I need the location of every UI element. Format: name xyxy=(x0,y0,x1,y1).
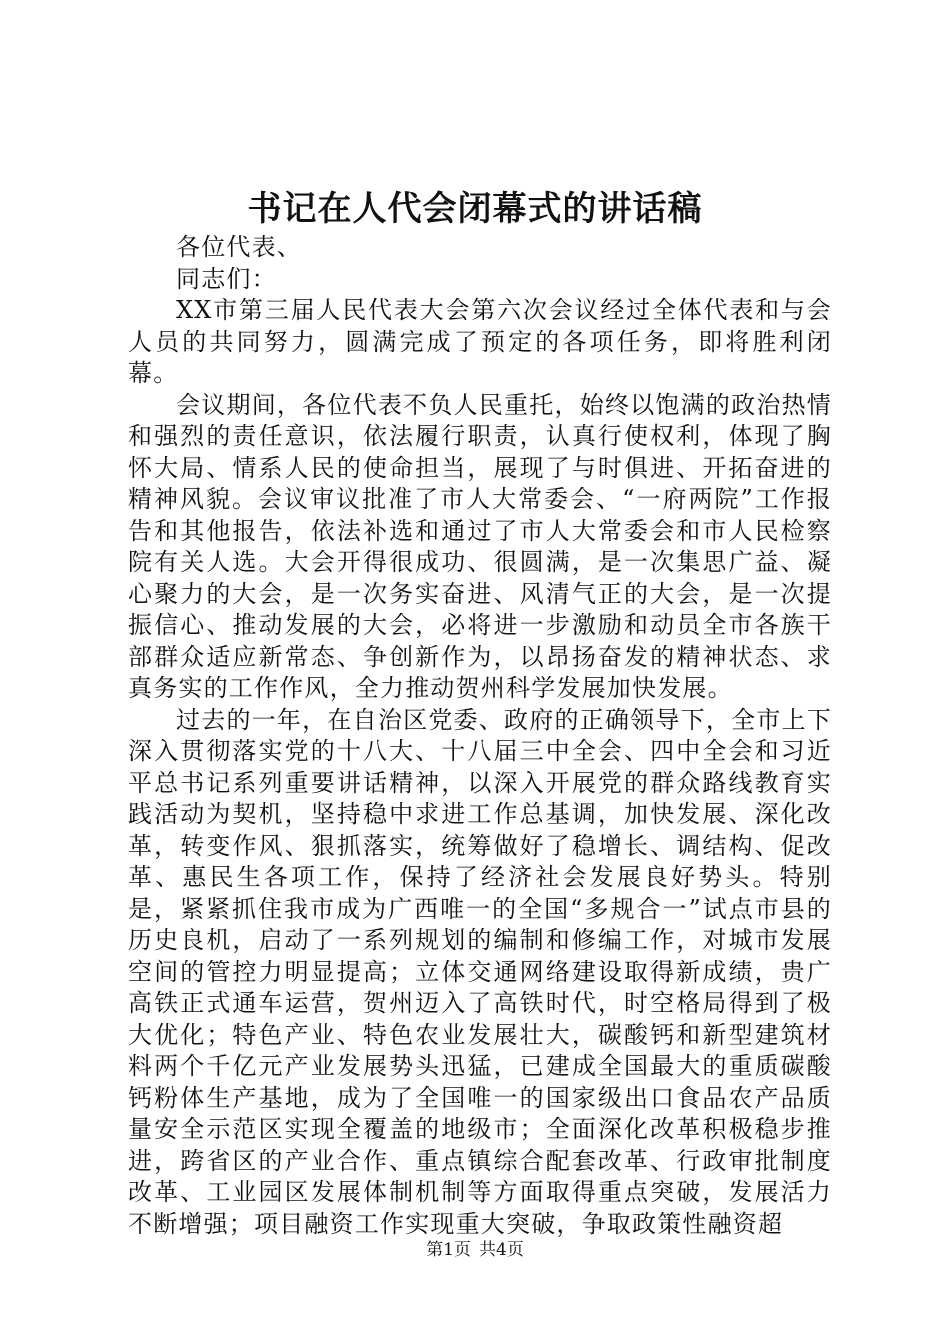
page-footer xyxy=(0,1238,950,1262)
body-paragraph: XX市第三届人民代表大会第六次会议经过全体代表和与会人员的共同努力，圆满完成了预定的各项任务，即将胜利闭幕。 xyxy=(128,296,832,387)
page-number: 第1页 xyxy=(426,1240,471,1260)
body-paragraph: 会议期间，各位代表不负人民重托，始终以饱满的政治热情和强烈的责任意识，依法履行职责，认真行使权利，体现了胸怀大局、情系人民的使命担当，展现了与时俱进、开拓奋进的精神风貌。会议审议批准了市人大常委会、“一府两院”工作报告和其他报告，依法补选和通过了市人大常委会和市人民检察院有关人选。大会开得很成功、很圆满，是一次集思广益、凝心聚力的大会，是一次务实奋进、风清气正的大会，是一次提振信心、推动发展的大会，必将进一步激励和动员全市各族干部群众适应新常态、争创新作为，以昂扬奋发的精神状态、求真务实的工作作风，全力推动贺州科学发展加快发展。 xyxy=(128,390,832,702)
page-title: 书记在人代会闭幕式的讲话稿 xyxy=(247,189,703,229)
document-body xyxy=(128,232,832,1240)
page-total: 共4页 xyxy=(479,1240,524,1260)
salutation-line: 同志们： xyxy=(176,264,277,293)
salutation-line: 各位代表、 xyxy=(176,233,302,261)
body-paragraph: 过去的一年，在自治区党委、政府的正确领导下，全市上下深入贯彻落实党的十八大、十八届三中全会、四中全会和习近平总书记系列重要讲话精神，以深入开展党的群众路线教育实践活动为契机，坚持稳中求进工作总基调，加快发展、深化改革，转变作风、狠抓落实，统筹做好了稳增长、调结构、促改革、惠民生各项工作，保持了经济社会发展良好势头。特别是，紧紧抓住我市成为广西唯一的全国“多规合一”试点市县的历史良机，启动了一系列规划的编制和修编工作，对城市发展空间的管控力明显提高；立体交通网络建设取得新成绩，贵广高铁正式通车运营，贺州迈入了高铁时代，时空格局得到了极大优化；特色产业、特色农业发展壮大，碳酸钙和新型建筑材料两个千亿元产业发展势头迅猛，已建成全国最大的重质碳酸钙粉体生产基地，成为了全国唯一的国家级出口食品农产品质量安全示范区实现全覆盖的地级市；全面深化改革积极稳步推进，跨省区的产业合作、重点镇综合配套改革、行政审批制度改革、工业园区发展体制机制等方面取得重点突破，发展活力不断增强；项目融资工作实现重大突破，争取政策性融资超 xyxy=(128,705,832,1238)
